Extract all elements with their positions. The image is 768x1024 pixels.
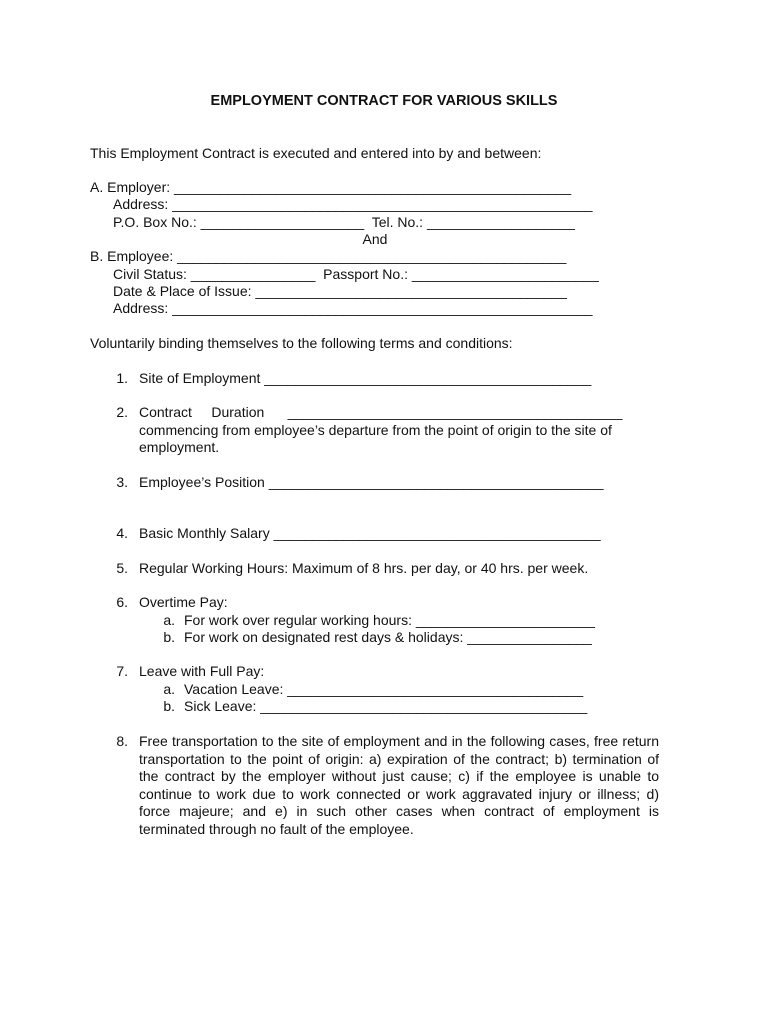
employer-pobox-tel-field[interactable]: P.O. Box No.: _____________________ Tel. No.: ___________________ [113,214,575,230]
employer-address-field[interactable]: Address: ______________________________________________________ [113,196,593,212]
binding-text: Voluntarily binding themselves to the following terms and conditions: [90,335,513,351]
employee-date-place-field[interactable]: Date & Place of Issue: ________________________________________ [113,283,567,299]
employee-field[interactable]: B. Employee: __________________________________________________ [90,248,567,264]
contract-duration-field[interactable]: Contract Duration ___________________________________________ [139,404,623,420]
term-number: 1. [116,370,128,386]
subitem-letter: a. [163,612,175,628]
overtime-pay-heading: Overtime Pay: [139,594,228,610]
overtime-regular-field[interactable]: For work over regular working hours: _______________________ [184,612,595,628]
term-number: 8. [116,733,128,749]
subitem-letter: b. [163,629,175,645]
contract-duration-text: commencing from employee’s departure from the point of origin to the site of [139,422,612,438]
subitem-letter: b. [163,698,175,714]
transportation-paragraph: Free transportation to the site of employment and in the following cases, free return transportation to the point of origin: a) expiration of the contract; b) termination of the contract by the employer without just cause; c) if the employee is unable to continue to work due to work connected or work aggravated injury or illness; d) force majeure; and e) in such other cases when contract of employment is terminated through no fault of the employee. [139,733,659,837]
term-number: 3. [116,474,128,490]
term-number: 4. [116,525,128,541]
site-of-employment-field[interactable]: Site of Employment __________________________________________ [139,370,592,386]
working-hours-text: Regular Working Hours: Maximum of 8 hrs. per day, or 40 hrs. per week. [139,560,589,576]
document-title: EMPLOYMENT CONTRACT FOR VARIOUS SKILLS [210,93,558,109]
overtime-holidays-field[interactable]: For work on designated rest days & holidays: ________________ [184,629,592,645]
employee-address-field[interactable]: Address: ______________________________________________________ [113,300,593,316]
term-number: 2. [116,404,128,420]
term-number: 7. [116,663,128,679]
subitem-letter: a. [163,681,175,697]
leave-heading: Leave with Full Pay: [139,663,265,679]
employee-civil-passport-field[interactable]: Civil Status: ________________ Passport No.: ________________________ [113,266,599,282]
employee-position-field[interactable]: Employee’s Position ___________________________________________ [139,474,604,490]
term-number: 6. [116,594,128,610]
sick-leave-field[interactable]: Sick Leave: __________________________________________ [184,698,588,714]
basic-monthly-salary-field[interactable]: Basic Monthly Salary __________________________________________ [139,525,601,541]
vacation-leave-field[interactable]: Vacation Leave: ______________________________________ [184,681,584,697]
term-number: 5. [116,560,128,576]
contract-duration-text-end: employment. [139,439,220,455]
employer-field[interactable]: A. Employer: ___________________________________________________ [90,179,572,195]
intro-text: This Employment Contract is executed and entered into by and between: [90,145,542,161]
and-text: And [362,231,388,247]
